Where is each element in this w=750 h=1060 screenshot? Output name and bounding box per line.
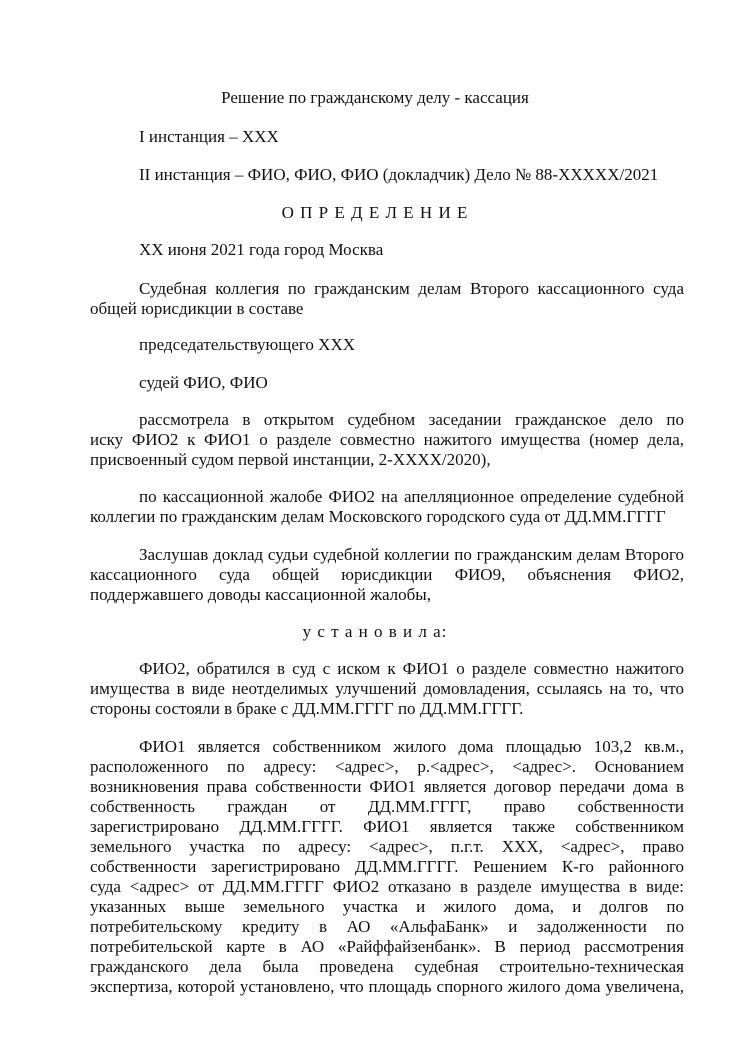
presiding-judge-line: председательствующего ХХХ bbox=[139, 335, 355, 354]
date-place-line: ХХ июня 2021 года город Москва bbox=[139, 240, 384, 259]
property-paragraph-line-5: зарегистрировано ДД.ММ.ГГГГ. ФИО1 является также собственником bbox=[90, 817, 684, 836]
claim-paragraph-line-2: имущества в виде неотделимых улучшений домовладения, ссылаясь на то, что bbox=[90, 679, 684, 698]
case-paragraph-line-1: рассмотрела в открытом судебном заседании гражданское дело по bbox=[139, 410, 684, 429]
property-paragraph-line-3: возникновения права собственности ФИО1 является договор передачи дома в bbox=[90, 777, 684, 796]
claim-paragraph-line-3: стороны состояли в браке с ДД.ММ.ГГГГ по ДД.ММ.ГГГГ. bbox=[90, 699, 524, 718]
claim-paragraph-line-1: ФИО2, обратился в суд с иском к ФИО1 о разделе совместно нажитого bbox=[139, 659, 684, 678]
property-paragraph-line-9: указанных выше земельного участка и жилого дома, и долгов по bbox=[90, 897, 684, 916]
court-composition-line-1: Судебная коллегия по гражданским делам Второго кассационного суда bbox=[139, 279, 684, 298]
report-paragraph-line-1: Заслушав доклад судьи судебной коллегии по гражданским делам Второго bbox=[139, 545, 684, 564]
case-paragraph-line-2: иску ФИО2 к ФИО1 о разделе совместно нажитого имущества (номер дела, bbox=[90, 430, 684, 449]
judges-line: судей ФИО, ФИО bbox=[139, 373, 268, 392]
property-paragraph-line-2: расположенного по адресу: <адрес>, р.<адрес>, <адрес>. Основанием bbox=[90, 757, 684, 776]
property-paragraph-line-6: земельного участка по адресу: <адрес>, п.г.т. ХХХ, <адрес>, право bbox=[90, 837, 684, 856]
property-paragraph-line-11: потребительской карте в АО «Райффайзенбанк». В период рассмотрения bbox=[90, 937, 684, 956]
second-instance-line: II инстанция – ФИО, ФИО, ФИО (докладчик) Дело № 88-ХХХХХ/2021 bbox=[139, 165, 659, 184]
property-paragraph-line-4: собственность граждан от ДД.ММ.ГГГГ, право собственности bbox=[90, 797, 684, 816]
ruling-heading: у с т а н о в и л а: bbox=[302, 622, 448, 641]
report-paragraph-line-3: поддержавшего доводы кассационной жалобы, bbox=[90, 585, 431, 604]
complaint-paragraph-line-2: коллегии по гражданским делам Московского городского суда от ДД.ММ.ГГГГ bbox=[90, 507, 666, 526]
report-paragraph-line-2: кассационного суда общей юрисдикции ФИО9, объяснения ФИО2, bbox=[90, 565, 684, 584]
property-paragraph-line-10: потребительскому кредиту в АО «АльфаБанк» и задолженности по bbox=[90, 917, 684, 936]
property-paragraph-line-7: собственности зарегистрировано ДД.ММ.ГГГГ. Решением К-го районного bbox=[90, 857, 684, 876]
property-paragraph-line-12: гражданского дела была проведена судебная строительно-техническая bbox=[90, 957, 684, 976]
property-paragraph-line-1: ФИО1 является собственником жилого дома площадью 103,2 кв.м., bbox=[139, 737, 684, 756]
document-title: Решение по гражданскому делу - кассация bbox=[221, 88, 529, 107]
document-type-heading: О П Р Е Д Е Л Е Н И Е bbox=[281, 203, 469, 222]
complaint-paragraph-line-1: по кассационной жалобе ФИО2 на апелляционное определение судебной bbox=[139, 487, 684, 506]
first-instance-line: I инстанция – ХХХ bbox=[139, 127, 279, 146]
case-paragraph-line-3: присвоенный судом первой инстанции, 2-ХХХХ/2020), bbox=[90, 450, 491, 469]
property-paragraph-line-13: экспертиза, которой установлено, что площадь спорного жилого дома увеличена, bbox=[90, 977, 684, 996]
property-paragraph-line-8: суда <адрес> от ДД.ММ.ГГГГ ФИО2 отказано в разделе имущества в виде: bbox=[90, 877, 684, 896]
court-composition-line-2: общей юрисдикции в составе bbox=[90, 299, 304, 318]
